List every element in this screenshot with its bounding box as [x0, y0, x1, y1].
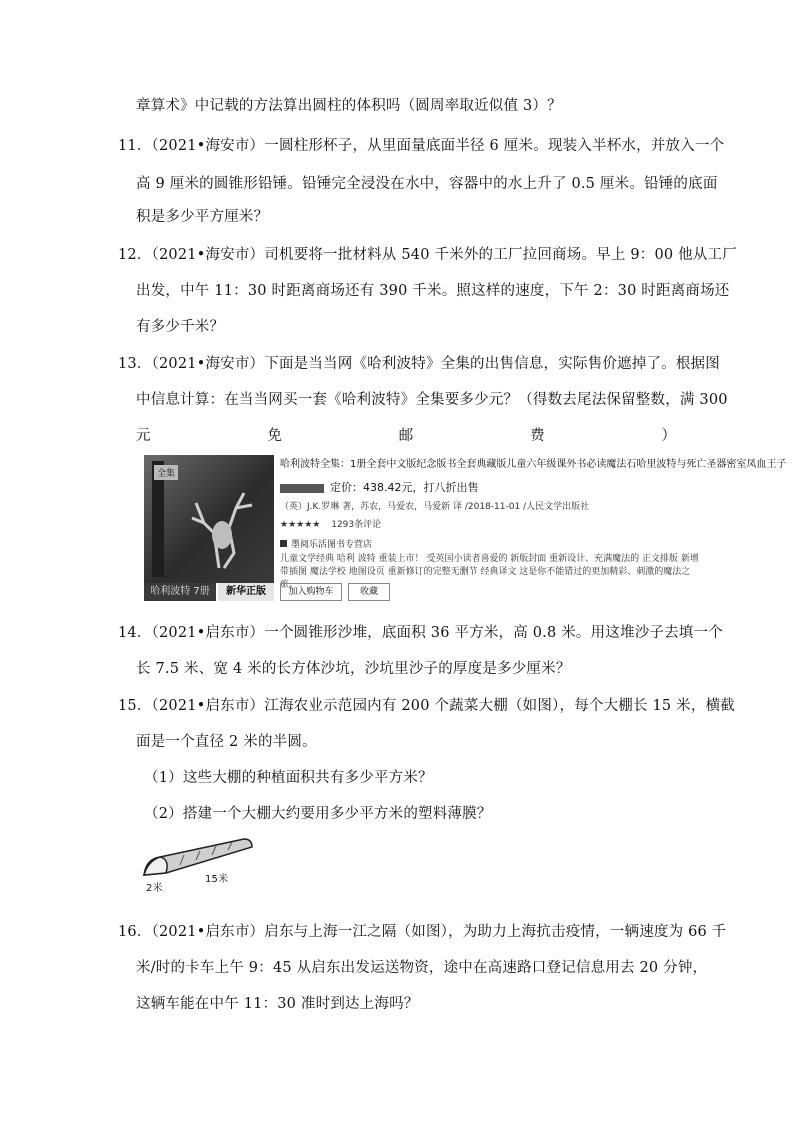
- q14-line1: 14．（2021•启东市）一个圆锥形沙堆，底面积 36 平方米，高 0.8 米。用这堆沙子去填一个: [118, 625, 723, 641]
- favorite-button[interactable]: 收藏: [348, 583, 390, 601]
- cover-caption: 哈利波特 7册: [144, 583, 216, 601]
- store-icon: [280, 540, 287, 547]
- q11-line1: 11．（2021•海安市）一圆柱形杯子，从里面量底面半径 6 厘米。现装入半杯水，并放入一个: [118, 138, 725, 154]
- q13-char-2: 免: [267, 428, 282, 444]
- q16-line2: 米/时的卡车上午 9：45 从启东出发运送物资，途中在高速路口登记信息用去 20 分钟，: [136, 960, 708, 976]
- q14-line2: 长 7.5 米、宽 4 米的长方体沙坑，沙坑里沙子的厚度是多少厘米？: [136, 661, 571, 677]
- cover-badge: 全集: [154, 465, 178, 480]
- q13-line2: 中信息计算：在当当网买一套《哈利波特》全集要多少元？（得数去尾法保留整数，满 300: [136, 392, 728, 408]
- q13-char-4: 费: [530, 428, 545, 444]
- price-mask: [280, 484, 324, 493]
- star-rating-icon: ★★★★★: [280, 520, 321, 530]
- add-to-cart-button[interactable]: 加入购物车: [280, 583, 342, 601]
- length-label: 15米: [205, 874, 229, 885]
- q15-sub1: （1）这些大棚的种植面积共有多少平方米？: [144, 770, 433, 786]
- product-listing: [138, 453, 787, 603]
- stag-illustration-icon: [174, 473, 264, 573]
- q15-sub2: （2）搭建一个大棚大约要用多少平方米的塑料薄膜？: [144, 806, 492, 822]
- q12-line3: 有多少千米？: [136, 319, 225, 335]
- q10-tail: 章算术》中记载的方法算出圆柱的体积吗（圆周率取近似值 3）？: [136, 98, 562, 114]
- q13-char-1: 元: [136, 428, 151, 444]
- author-info: （英）J.K.罗琳 著，苏农，马爱农，马爱新 译 /2018-11-01 /人民文学出版社: [280, 502, 590, 512]
- book-cover-image: [144, 455, 274, 583]
- greenhouse-figure: [140, 833, 260, 879]
- shop-name[interactable]: 墨阅乐活图书专营店: [280, 537, 372, 550]
- q13-line1: 13．（2021•海安市）下面是当当网《哈利波特》全集的出售信息，实际售价遮掉了。根据图: [118, 356, 720, 372]
- q12-line1: 12．（2021•海安市）司机要将一批材料从 540 千米外的工厂拉回商场。早上 9：00 他从工厂: [118, 247, 737, 263]
- q11-line3: 积是多少平方厘米？: [136, 209, 269, 225]
- q16-line3: 这辆车能在中午 11：30 准时到达上海吗？: [136, 996, 419, 1012]
- q15-line2: 面是一个直径 2 米的半圆。: [136, 734, 317, 750]
- q12-line2: 出发，中午 11：30 时距离商场还有 390 千米。照这样的速度，下午 2：30 时距离商场还: [136, 283, 730, 299]
- q13-char-3: 邮: [398, 428, 414, 444]
- product-description: 儿童文学经典 哈利 波特 重装上市！ 受英国小读者喜爱的 新版封面 重新设计、充满魔法的 正文排版 新增带插图 魔法学校 地图设页 重新修订的完整无删节 经典译文 这是你不能错过的更加精彩、刺激的魔法之旅。: [280, 554, 699, 590]
- q15-line1: 15．（2021•启东市）江海农业示范园内有 200 个蔬菜大棚（如图），每个大棚长 15 米，横截: [118, 698, 735, 714]
- diameter-label: 2米: [146, 883, 163, 894]
- q16-line1: 16．（2021•启东市）启东与上海一江之隔（如图），为助力上海抗击疫情，一辆速度为 66 千: [118, 924, 727, 940]
- q11-line2: 高 9 厘米的圆锥形铅锤。铅锤完全浸没在水中，容器中的水上升了 0.5 厘米。铅锤的底面: [136, 176, 718, 192]
- cover-tag: 新华正版: [218, 583, 274, 601]
- price-row: [280, 479, 479, 495]
- q13-line3: [136, 424, 676, 445]
- product-title[interactable]: 哈利波特全集：1册全套中文版纪念版书全套典藏版儿童六年级课外书必读魔法石哈里波特与死亡圣器密室凤血王子: [280, 459, 787, 470]
- rating-row: [280, 517, 381, 530]
- list-price: 定价：438.42元，打八折出售: [330, 481, 479, 494]
- q13-char-5: ）: [661, 428, 676, 444]
- review-count[interactable]: 1293条评论: [331, 520, 382, 530]
